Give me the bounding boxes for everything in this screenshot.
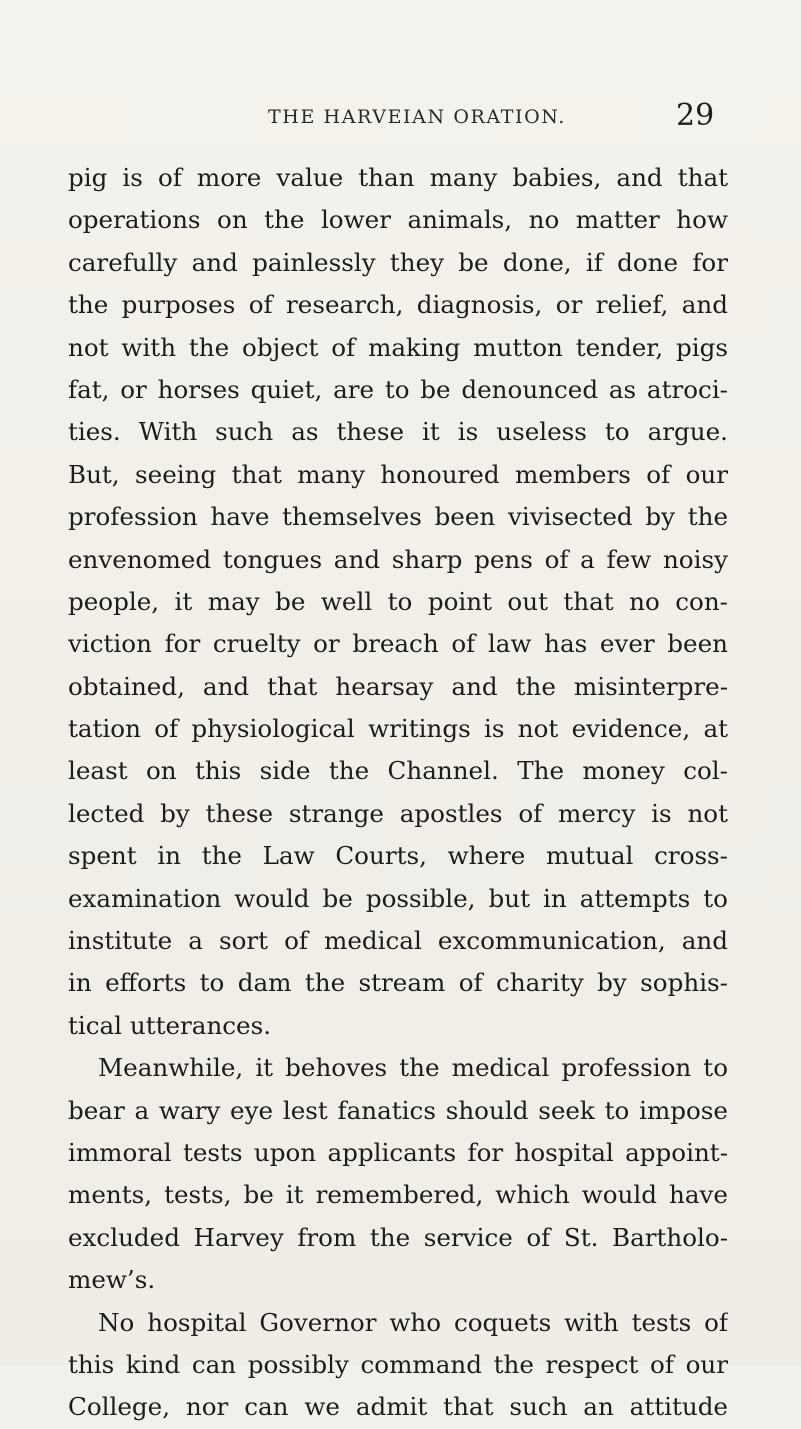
- page-number: 29: [676, 98, 715, 133]
- text-line: obtained, and that hearsay and the misinterpre-: [68, 671, 728, 701]
- text-line: mew’s.: [68, 1265, 156, 1295]
- text-line: ties. With such as these it is useless to argue.: [68, 417, 728, 447]
- page-header: [0, 98, 801, 142]
- text-line: least on this side the Channel. The money col-: [68, 756, 728, 786]
- text-line: immoral tests upon applicants for hospital appoint-: [68, 1137, 728, 1167]
- text-line: the purposes of research, diagnosis, or relief, and: [68, 290, 728, 320]
- text-line: profession have themselves been vivisected by the: [68, 502, 728, 532]
- text-line: tation of physiological writings is not evidence, at: [68, 714, 728, 744]
- text-line: tical utterances.: [68, 1010, 272, 1040]
- body-text: [68, 157, 728, 1429]
- text-line: in efforts to dam the stream of charity by sophis-: [68, 968, 728, 998]
- text-line: envenomed tongues and sharp pens of a few noisy: [68, 544, 728, 574]
- text-line: institute a sort of medical excommunication, and: [68, 926, 728, 956]
- text-line: Meanwhile, it behoves the medical profession to: [98, 1053, 728, 1083]
- text-line: fat, or horses quiet, are to be denounced as atroci-: [68, 374, 728, 404]
- text-line: College, nor can we admit that such an attitude: [68, 1392, 728, 1422]
- text-line: not with the object of making mutton tender, pigs: [68, 332, 728, 362]
- text-line: operations on the lower animals, no matter how: [68, 205, 728, 235]
- text-line: carefully and painlessly they be done, if done for: [68, 247, 728, 277]
- text-line: excluded Harvey from the service of St. Bartholo-: [68, 1222, 728, 1252]
- text-line: ments, tests, be it remembered, which would have: [68, 1180, 728, 1210]
- text-line: spent in the Law Courts, where mutual cross-: [68, 841, 728, 871]
- running-head: THE HARVEIAN ORATION.: [268, 106, 566, 128]
- text-line: examination would be possible, but in attempts to: [68, 883, 728, 913]
- text-line: lected by these strange apostles of mercy is not: [68, 798, 728, 828]
- text-line: pig is of more value than many babies, and that: [68, 163, 728, 192]
- text-line: No hospital Governor who coquets with tests of: [98, 1307, 728, 1337]
- text-line: this kind can possibly command the respect of our: [68, 1349, 728, 1379]
- text-line: viction for cruelty or breach of law has ever been: [68, 629, 728, 659]
- text-line: people, it may be well to point out that no con-: [68, 586, 728, 616]
- text-line: But, seeing that many honoured members of our: [68, 459, 728, 489]
- text-line: bear a wary eye lest fanatics should seek to impose: [68, 1095, 728, 1125]
